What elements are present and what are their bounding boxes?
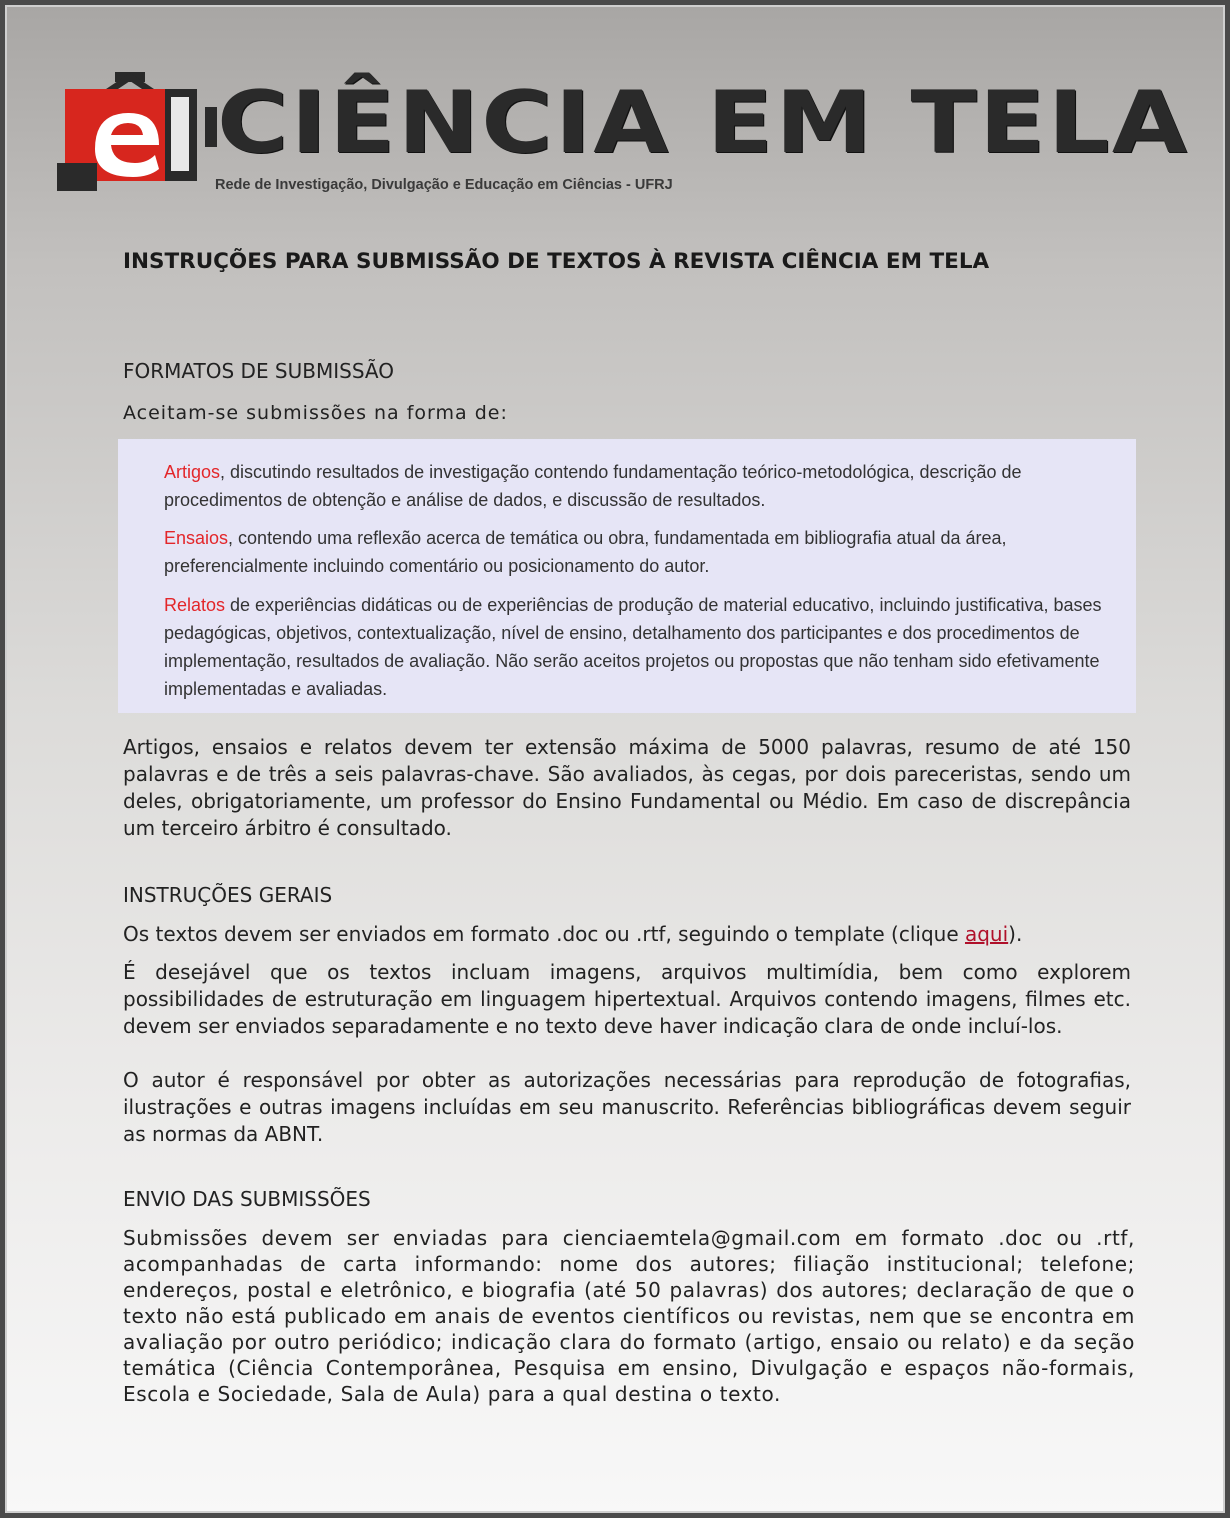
site-logo[interactable]	[55, 67, 1190, 207]
submission-text: Submissões devem ser enviadas para cienciaemtela@gmail.com em formato .doc ou .rtf, acompanhadas de carta informando: nome dos autores; filiação institucional; telefone; endereços, postal e eletrônico, e biografia (até 50 palavras) dos autores; declaração de que o texto não está publicado em anais de eventos científicos ou revistas, nem que se encontra em avaliação por outro periódico; indicação clara do formato (artigo, ensaio ou relato) e da seção temática (Ciência Contemporânea, Pesquisa em ensino, Divulgação e espaços não-formais, Escola e Sociedade, Sala de Aula) para a qual destina o texto.	[123, 1226, 1135, 1406]
format-description: , contendo uma reflexão acerca de temática ou obra, fundamentada em bibliografia atual da área, preferencialmente incluindo comentário ou posicionamento do autor.	[164, 528, 1007, 576]
formats-intro: Aceitam-se submissões na forma de:	[123, 402, 508, 424]
page-title: INSTRUÇÕES PARA SUBMISSÃO DE TEXTOS À REVISTA CIÊNCIA EM TELA	[123, 249, 990, 274]
section-heading-formats: FORMATOS DE SUBMISSÃO	[123, 359, 394, 383]
format-item-relatos	[164, 591, 1114, 703]
author-note: O autor é responsável por obter as autorizações necessárias para reprodução de fotografias, ilustrações e outras imagens incluídas em seu manuscrito. Referências bibliográficas devem seguir as normas da ABNT.	[123, 1068, 1131, 1146]
format-item-artigos	[164, 458, 1114, 514]
format-item-ensaios	[164, 524, 1114, 580]
formats-list	[118, 439, 1136, 713]
section-heading-general: INSTRUÇÕES GERAIS	[123, 883, 333, 907]
format-description: , discutindo resultados de investigação contendo fundamentação teórico-metodológica, descrição de procedimentos de obtenção e análise de dados, e discussão de resultados.	[164, 462, 1022, 510]
logo-title: CIÊNCIA EM TELA	[217, 73, 1190, 173]
template-instruction	[123, 921, 1131, 948]
section-heading-submission: ENVIO DAS SUBMISSÕES	[123, 1187, 371, 1211]
length-note: Artigos, ensaios e relatos devem ter extensão máxima de 5000 palavras, resumo de até 150 palavras e de três a seis palavras-chave. São avaliados, às cegas, por dois pareceristas, sendo um deles, obrigatoriamente, um professor do Ensino Fundamental ou Médio. Em caso de discrepância um terceiro árbitro é consultado.	[123, 735, 1131, 840]
format-description: de experiências didáticas ou de experiências de produção de material educativo, incluindo justificativa, bases pedagógicas, objetivos, contextualização, nível de ensino, detalhamento dos participantes e dos procedimentos de implementação, resultados de avaliação. Não serão aceitos projetos ou propostas que não tenham sido efetivamente implementadas e avaliadas.	[164, 595, 1102, 699]
template-link[interactable]: aqui	[964, 922, 1009, 946]
logo-emblem-icon	[55, 67, 225, 197]
format-name: Artigos	[164, 462, 221, 482]
logo-subtitle: Rede de Investigação, Divulgação e Educação em Ciências - UFRJ	[215, 177, 673, 193]
media-note: É desejável que os textos incluam imagens, arquivos multimídia, bem como explorem possibilidades de estruturação em linguagem hipertextual. Arquivos contendo imagens, filmes etc. devem ser enviados separadamente e no texto deve haver indicação clara de onde incluí-los.	[123, 960, 1131, 1038]
format-name: Relatos	[164, 595, 226, 615]
format-name: Ensaios	[164, 528, 229, 548]
template-text-end: ).	[1008, 922, 1023, 946]
template-text: Os textos devem ser enviados em formato .doc ou .rtf, seguindo o template (clique	[123, 922, 965, 946]
